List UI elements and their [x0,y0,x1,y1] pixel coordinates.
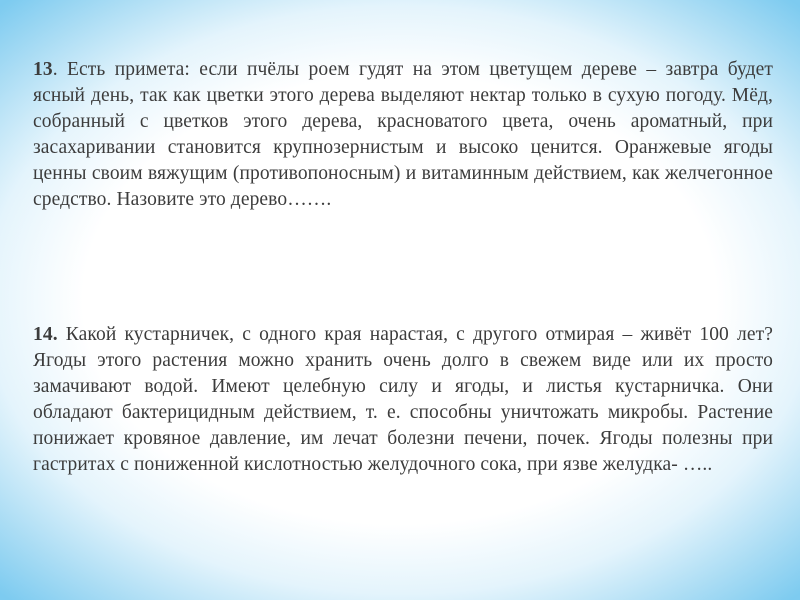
question-number: 13 [33,59,53,80]
question-text: . Есть примета: если пчёлы роем гудят на этом цветущем дереве – завтра будет ясный день, так как цветки этого дерева выделяют нектар только в сухую погоду. Мёд, собранный с цветков этого дерева, красноватого цвета, очень ароматный, при засахаривании становится крупнозернистым и высоко ценится. Оранжевые ягоды ценны своим вяжущим (противопоносным) и витаминным действием, как желчегонное средство. Назовите это дерево……. [33,59,773,210]
question-text: Какой кустарничек, с одного края нарастая, с другого отмирая – живёт 100 лет? Ягоды этого растения можно хранить очень долго в свежем виде или их просто замачивают водой. Имеют целебную силу и ягоды, и листья кустарничка. Они обладают бактерицидным действием, т. е. способны уничтожать микробы. Растение понижает кровяное давление, им лечат болезни печени, почек. Ягоды полезны при гастритах с пониженной кислотностью желудочного сока, при язве желудка- ….. [33,324,773,475]
question-14 [33,322,773,478]
question-number: 14. [33,324,58,345]
question-13 [33,57,773,213]
